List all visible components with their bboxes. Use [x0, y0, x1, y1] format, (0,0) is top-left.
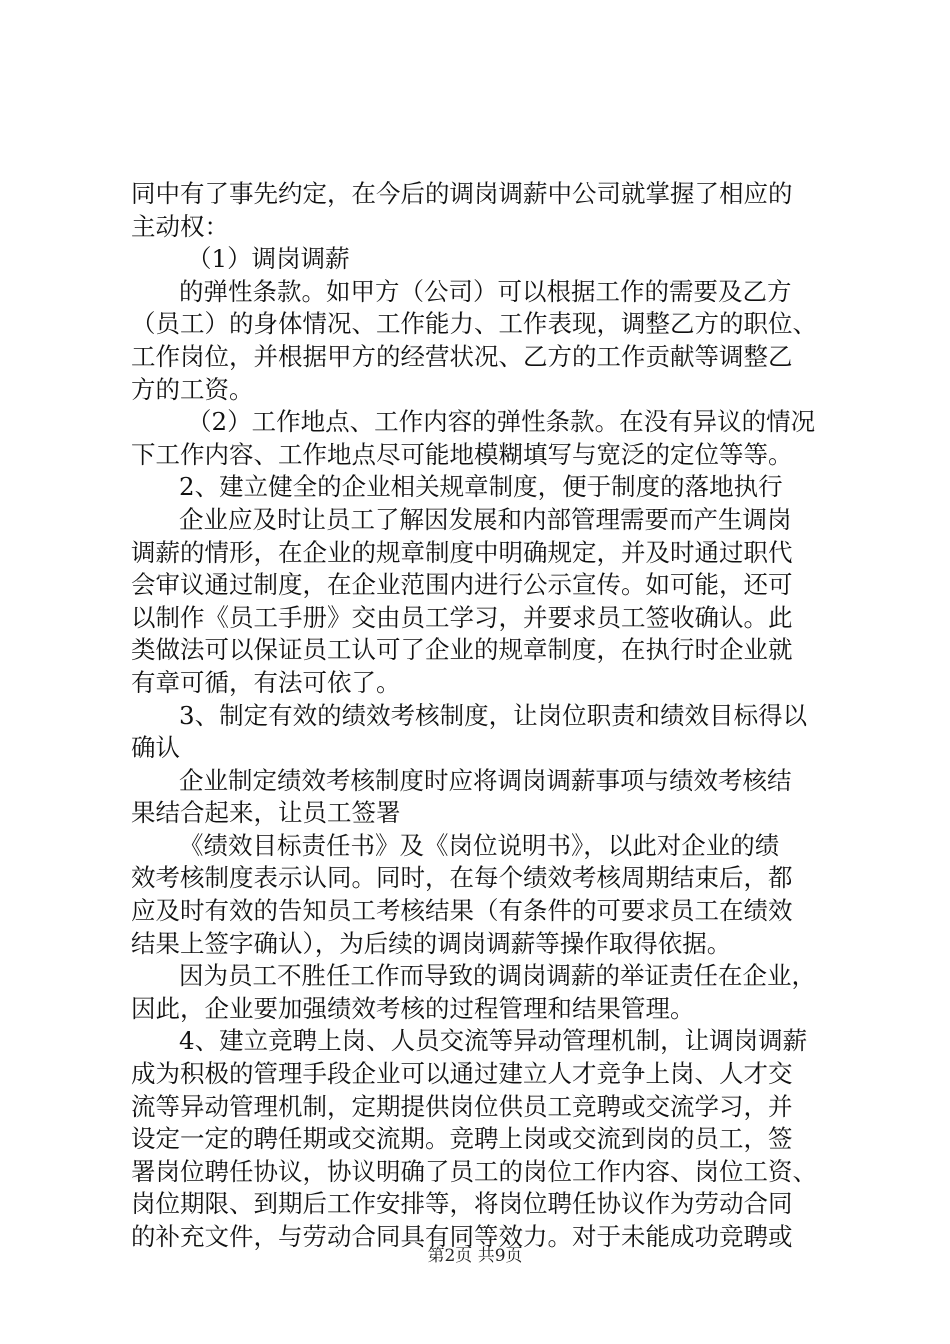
text-line: 果结合起来，让员工签署	[131, 798, 401, 828]
text-line: 应及时有效的告知员工考核结果（有条件的可要求员工在绩效	[131, 896, 793, 926]
text-line: （1）调岗调薪	[187, 244, 350, 274]
text-line: 工作岗位，并根据甲方的经营状况、乙方的工作贡献等调整乙	[131, 341, 793, 371]
text-line: 主动权：	[131, 211, 229, 241]
page-number-footer: 第2页 共9页	[427, 1246, 523, 1266]
text-line: 成为积极的管理手段企业可以通过建立人才竞争上岗、人才交	[131, 1059, 793, 1089]
section-heading: 4、建立竞聘上岗、人员交流等异动管理机制，让调岗调薪	[179, 1026, 808, 1056]
text-line: 的补充文件，与劳动合同具有同等效力。对于未能成功竞聘或	[131, 1222, 793, 1251]
section-heading: 3、制定有效的绩效考核制度，让岗位职责和绩效目标得以	[179, 700, 808, 730]
text-line: 流等异动管理机制，定期提供岗位供员工竞聘或交流学习，并	[131, 1091, 793, 1121]
text-line: 企业制定绩效考核制度时应将调岗调薪事项与绩效考核结	[179, 765, 792, 795]
text-line: 调薪的情形，在企业的规章制度中明确规定，并及时通过职代	[131, 537, 793, 567]
text-line: （员工）的身体情况、工作能力、工作表现，调整乙方的职位、	[131, 309, 817, 339]
text-line: 效考核制度表示认同。同时，在每个绩效考核周期结束后，都	[131, 863, 793, 893]
text-line: 有章可循，有法可依了。	[131, 667, 401, 697]
text-line: 因此，企业要加强绩效考核的过程管理和结果管理。	[131, 993, 695, 1023]
text-line: 方的工资。	[131, 374, 254, 404]
text-line: 同中有了事先约定，在今后的调岗调薪中公司就掌握了相应的	[131, 179, 793, 208]
text-line: 下工作内容、工作地点尽可能地模糊填写与宽泛的定位等等。	[131, 439, 793, 469]
text-line: 因为员工不胜任工作而导致的调岗调薪的举证责任在企业，	[179, 961, 816, 991]
text-line: 的弹性条款。如甲方（公司）可以根据工作的需要及乙方	[179, 276, 792, 306]
text-line: 署岗位聘任协议，协议明确了员工的岗位工作内容、岗位工资、	[131, 1156, 817, 1186]
text-line: 会审议通过制度，在企业范围内进行公示宣传。如可能，还可	[131, 570, 793, 600]
document-body	[131, 178, 831, 1254]
text-line: （2）工作地点、工作内容的弹性条款。在没有异议的情况	[187, 407, 816, 437]
text-line: 结果上签字确认），为后续的调岗调薪等操作取得依据。	[131, 928, 732, 958]
text-line: 企业应及时让员工了解因发展和内部管理需要而产生调岗	[179, 504, 792, 534]
text-line: 岗位期限、到期后工作安排等，将岗位聘任协议作为劳动合同	[131, 1189, 793, 1219]
text-line: 类做法可以保证员工认可了企业的规章制度，在执行时企业就	[131, 635, 793, 665]
text-line: 《绩效目标责任书》及《岗位说明书》，以此对企业的绩	[179, 830, 780, 860]
text-line: 确认	[131, 733, 180, 763]
text-line: 设定一定的聘任期或交流期。竞聘上岗或交流到岗的员工，签	[131, 1124, 793, 1154]
text-line: 以制作《员工手册》交由员工学习，并要求员工签收确认。此	[131, 602, 793, 632]
section-heading: 2、建立健全的企业相关规章制度，便于制度的落地执行	[179, 472, 783, 502]
